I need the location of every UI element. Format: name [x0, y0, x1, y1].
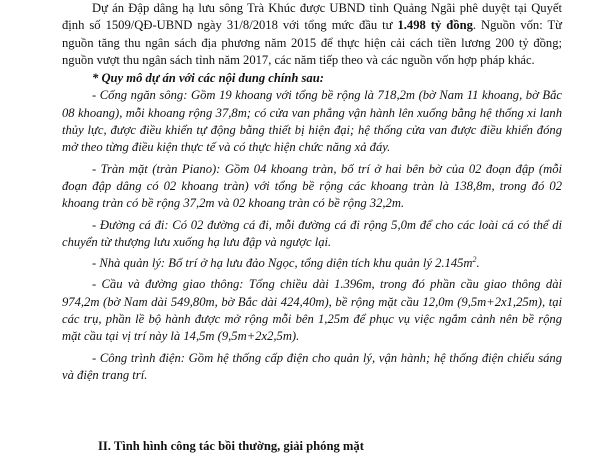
item-management-house [62, 255, 562, 272]
manager-text-a: - Nhà quản lý: Bố trí ở hạ lưu đảo Ngọc, tổng diện tích khu quản lý 2.145m [92, 256, 473, 271]
item-bridge-road: - Cầu và đường giao thông: Tổng chiều dài 1.396m, trong đó phần cầu giao thông dài 974,2m (bờ Nam dài 549,80m, bờ Bắc dài 424,40m), bề rộng mặt cầu 12,0m (9,5m+2x1,25m), tại các trụ, phần lề bộ hành được mở rộng mỗi bên 1,25m để phục vụ việc ngắm cảnh nên bề rộng mặt cầu tại vị trí này là 14,5m (9,5m+2x2,5m). [62, 277, 562, 344]
item-electrical: - Công trình điện: Gồm hệ thống cấp điện cho quản lý, vận hành; hệ thống điện chiếu sáng và điện trang trí. [62, 350, 562, 382]
section-title-compensation: II. Tình hình công tác bồi thường, giải phóng mặt [98, 439, 364, 453]
intro-investment-amount: 1.498 tỷ đồng [397, 18, 473, 33]
manager-text-b: . [476, 256, 480, 271]
item-sluice-gate: - Cống ngăn sông: Gồm 19 khoang với tổng bề rộng là 718,2m (bờ Nam 11 khoang, bờ Bắc 08 khoang), mỗi khoang rộng 37,8m; có cửa van phẳng vận hành lên xuống bằng hệ thống xi lanh thủy lực, được điều khiển tự động bằng thiết bị hiện đại; hệ thống cửa van được điều khiển đóng mở theo từng điều kiện thực tế và có thực hiện chức năng xả đáy. [62, 88, 562, 155]
manager-unit-superscript: 2 [472, 254, 477, 264]
item-fish-passage: - Đường cá đi: Có 02 đường cá đi, mỗi đường cá đi rộng 5,0m để cho các loài cá có thể di chuyển từ thượng lưu xuống hạ lưu đập và ngược lại. [62, 217, 562, 249]
scope-heading: * Quy mô dự án với các nội dung chính sau: [92, 71, 324, 86]
intro-paragraph [62, 0, 562, 69]
intro-text-b: . Nguồn vốn: Từ nguồn tăng thu ngân sách địa phương năm 2015 để thực hiện cải cách tiền lương 200 tỷ đồng; nguồn vượt thu ngân sách tỉnh năm 2017, các năm tiếp theo và các nguồn vốn hợp pháp khác. [62, 18, 562, 67]
item-piano-spillway: - Tràn mặt (tràn Piano): Gồm 04 khoang tràn, bố trí ở hai bên bờ của 02 đoạn đập (mỗi đoạn đập dâng có 02 khoang tràn) với tổng bề rộng các khoang tràn là 138,8m, trong đó 02 khoang tràn có bề rộng 37,2m và 02 khoang tràn có bề rộng 32,2m. [62, 161, 562, 211]
intro-text-a: Dự án Đập dâng hạ lưu sông Trà Khúc được UBND tỉnh Quảng Ngãi phê duyệt tại Quyết định số 1509/QĐ-UBND ngày 31/8/2018 với tổng mức đầu tư [62, 1, 562, 33]
